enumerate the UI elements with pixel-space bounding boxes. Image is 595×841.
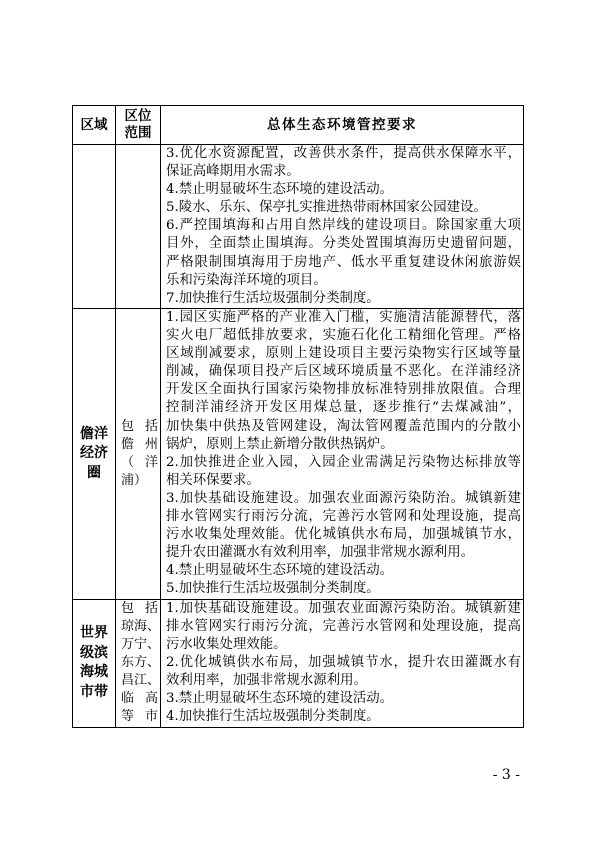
requirement-line: 开发区全面执行国家污染物排放标准特别排放限值。合理 [166, 382, 521, 398]
requirement-line: 保证高峰期用水需求。 [166, 164, 300, 180]
requirements-cell [161, 599, 524, 727]
header-scope [116, 106, 161, 145]
requirement-line: 锅炉，原则上禁止新增分散供热锅炉。 [166, 436, 394, 452]
table-row [73, 145, 524, 309]
requirement-line: 严格限制围填海用于房地产、低水平重复建设休闲旅游娱 [166, 254, 521, 270]
region-cell [73, 599, 116, 727]
table-row [73, 599, 524, 727]
requirement-line: 4.禁止明显破坏生态环境的建设活动。 [166, 563, 394, 579]
requirement-line: 1.加快基础设施建设。加强农业面源污染防治。城镇新建 [166, 600, 521, 616]
requirements-cell [161, 309, 524, 600]
scope-line: 临高 [121, 690, 158, 706]
scope-line: 等市 [121, 709, 158, 725]
requirement-line: 6.严控围填海和占用自然岸线的建设项目。除国家重大项 [166, 218, 521, 234]
scope-line: 包括 [121, 600, 158, 616]
header-region [73, 106, 116, 145]
header-region-label: 区域 [80, 116, 108, 133]
scope-cell [116, 599, 161, 727]
scope-cell [116, 309, 161, 600]
requirements-cell [161, 145, 524, 309]
requirement-line: 3.禁止明显破坏生态环境的建设活动。 [166, 690, 394, 706]
page-number: - 3 - [492, 767, 520, 783]
scope-line: 昌江、 [121, 672, 161, 688]
requirement-line: 4.禁止明显破坏生态环境的建设活动。 [166, 182, 394, 198]
requirement-line: 控制洋浦经济开发区用煤总量，逐步推行“去煤减油”， [166, 400, 521, 416]
scope-line: （洋 [121, 454, 158, 470]
requirement-line: 乐和污染海洋环境的项目。 [166, 272, 327, 288]
requirement-line: 2.加快推进企业入园，入园企业需满足污染物达标排放等 [166, 454, 521, 470]
scope-line: 儋州 [121, 436, 158, 452]
requirement-line: 4.加快推行生活垃圾强制分类制度。 [166, 709, 380, 725]
requirement-line: 7.加快推行生活垃圾强制分类制度。 [166, 290, 380, 306]
header-requirements-label: 总体生态环境管控要求 [267, 116, 417, 133]
scope-cell [116, 145, 161, 309]
scope-line: 浦） [121, 472, 148, 488]
requirement-line: 污水收集处理效能。 [166, 636, 287, 652]
region-name: 儋洋经济圈 [80, 425, 108, 481]
table-header-row [73, 106, 524, 145]
requirement-line: 污水收集处理效能。优化城镇供水布局，加强城镇节水， [166, 527, 521, 543]
requirement-line: 5.加快推行生活垃圾强制分类制度。 [166, 581, 380, 597]
scope-text [121, 418, 158, 490]
requirement-line: 3.优化水资源配置，改善供水条件，提高供水保障水平， [166, 146, 521, 161]
requirement-line: 实火电厂超低排放要求，实施石化化工精细化管理。严格 [166, 328, 521, 344]
requirement-line: 5.陵水、乐东、保亭扎实推进热带雨林国家公园建设。 [166, 200, 487, 216]
requirement-line: 相关环保要求。 [166, 472, 260, 488]
region-cell [73, 145, 116, 309]
requirement-line: 效利用率，加强非常规水源利用。 [166, 672, 367, 688]
requirement-line: 加快集中供热及管网建设，淘汰管网覆盖范围内的分散小 [166, 418, 521, 434]
requirement-line: 2.优化城镇供水布局，加强城镇节水，提升农田灌溉水有 [166, 654, 521, 670]
requirement-line: 1.园区实施严格的产业准入门槛，实施清洁能源替代，落 [166, 310, 521, 325]
scope-line: 琼海、 [121, 618, 161, 634]
requirement-line: 目外，全面禁止围填海。分类处置围填海历史遗留问题， [166, 236, 521, 252]
requirement-line: 排水管网实行雨污分流，完善污水管网和处理设施，提高 [166, 618, 521, 634]
requirement-line: 提升农田灌溉水有效利用率，加强非常规水源利用。 [166, 545, 474, 561]
scope-text [121, 600, 161, 727]
scope-line: 包括 [121, 418, 158, 434]
requirement-line: 削减，确保项目投产后区域环境质量不恶化。在洋浦经济 [166, 364, 521, 380]
region-name: 世界级滨海城市带 [80, 625, 108, 700]
header-requirements [161, 106, 524, 145]
requirement-line: 3.加快基础设施建设。加强农业面源污染防治。城镇新建 [166, 490, 521, 506]
scope-line: 万宁、 [121, 636, 161, 652]
requirement-line: 排水管网实行雨污分流，完善污水管网和处理设施，提高 [166, 509, 521, 525]
region-cell [73, 309, 116, 600]
eco-control-requirements-table [72, 105, 524, 728]
header-scope-label: 区位范围 [124, 108, 152, 141]
requirement-line: 区域削减要求，原则上建设项目主要污染物实行区域等量 [166, 346, 521, 362]
table-row [73, 309, 524, 600]
scope-line: 东方、 [121, 654, 161, 670]
